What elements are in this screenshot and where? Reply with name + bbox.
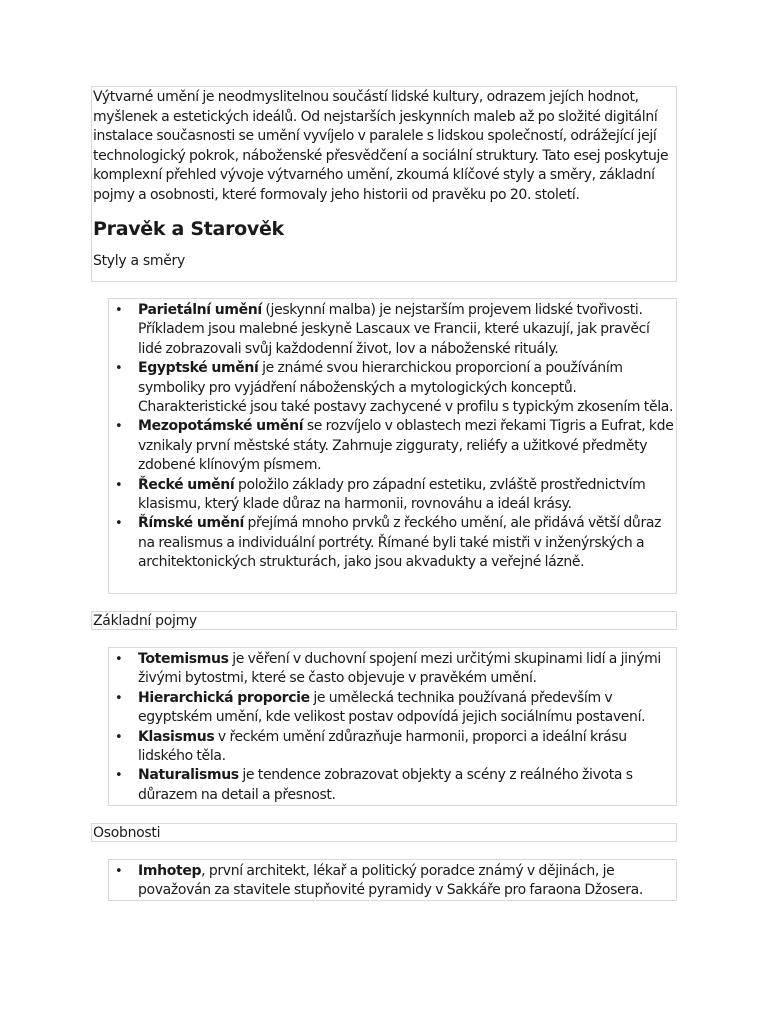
list-item — [109, 476, 676, 515]
list-item-term: Totemismus — [138, 651, 229, 667]
bullet-icon: • — [115, 768, 123, 784]
bullet-icon: • — [115, 303, 123, 318]
list-item-text: se rozvíjelo v oblastech mezi řekami Tigris a Eufrat, kde vznikaly první městské státy. Zahrnuje zigguraty, reliéfy a užitkové předměty zdobené klínovým písmem. — [138, 418, 674, 474]
list-item-text: je umělecká technika používaná především v egyptském umění, kde velikost postav odpovídá jejich sociálnímu postavení. — [138, 689, 646, 726]
section-title: Pravěk a Starověk — [93, 217, 284, 240]
bullet-icon: • — [115, 729, 123, 745]
bullet-icon: • — [115, 690, 123, 706]
styles-list — [109, 301, 676, 573]
list-item — [109, 359, 676, 417]
list-item-text: přejímá mnoho prvků z řeckého umění, ale přidává větší důraz na realismus a individuální portréty. Římané byli také mistři v inženýrských a architektonických strukturách, jako jsou akvadukty a veřejné lázně. — [138, 515, 662, 571]
bullet-icon: • — [115, 652, 123, 667]
bullet-icon: • — [115, 361, 123, 377]
list-item — [109, 862, 676, 901]
concepts-list-box — [108, 647, 677, 806]
list-item-term: Egyptské umění — [138, 360, 259, 377]
concepts-heading: Základní pojmy — [91, 611, 677, 630]
list-item — [109, 514, 676, 572]
list-item-text: v řeckém umění zdůrazňuje harmonii, proporci a ideální krásu lidského těla. — [138, 728, 627, 765]
styles-list-box — [108, 298, 677, 594]
list-item — [109, 689, 676, 728]
list-item-term: Hierarchická proporcie — [138, 689, 310, 706]
list-item-term: Římské umění — [138, 515, 244, 532]
list-item-text: , první architekt, lékař a politický poradce známý v dějinách, je považován za stavitele stupňovité pyramidy v Sakkáře pro faraona Džosera. — [138, 863, 644, 899]
list-item — [109, 650, 676, 689]
list-item-term: Řecké umění — [138, 476, 235, 493]
intro-section — [91, 86, 677, 282]
styles-heading: Styly a směry — [93, 252, 186, 269]
concepts-list — [109, 650, 676, 805]
list-item-text: je věření v duchovní spojení mezi určitými skupinami lidí a jinými živými bytostmi, které se často objevuje v pravěkém umění. — [138, 651, 661, 687]
list-item-text: položilo základy pro západní estetiku, zvláště prostřednictvím klasismu, který klade důraz na harmonii, rovnováhu a ideál krásy. — [138, 476, 646, 513]
list-item-text: je známé svou hierarchickou proporcioní a používáním symboliky pro vyjádření náboženských a mytologických konceptů. Charakteristické jsou také postavy zachycené v profilu s typickým zkosením těla. — [138, 360, 674, 416]
intro-paragraph: Výtvarné umění je neodmyslitelnou součástí lidské kultury, odrazem jejích hodnot, myšlenek a estetických ideálů. Od nejstarších jeskynních maleb až po složité digitální instalace současnosti se umění vyvíjelo v paralele s lidskou společností, odrážející její technologický pokrok, náboženské přesvědčení a sociální struktury. Tato esej poskytuje komplexní přehled vývoje výtvarného umění, zkoumá klíčové styly a směry, základní pojmy a osobnosti, které formovaly jeho historii od pravěku po 20. století. — [93, 89, 669, 203]
figures-list-box — [108, 859, 677, 901]
list-item-term: Naturalismus — [138, 767, 239, 784]
list-item-term: Klasismus — [138, 728, 215, 745]
list-item — [109, 728, 676, 767]
bullet-icon: • — [115, 516, 123, 532]
bullet-icon: • — [115, 864, 123, 879]
list-item-term: Parietální umění — [138, 302, 262, 318]
bullet-icon: • — [115, 477, 123, 493]
figures-heading: Osobnosti — [91, 823, 677, 842]
bullet-icon: • — [115, 419, 123, 435]
list-item-text: (jeskynní malba) je nejstarším projevem lidské tvořivosti. Příkladem jsou malebné jeskyně Lascaux ve Francii, které ukazují, jak pravěcí lidé zobrazovali svůj každodenní život, lov a náboženské rituály. — [138, 302, 650, 357]
list-item — [109, 301, 676, 359]
list-item-text: je tendence zobrazovat objekty a scény z reálného života s důrazem na detail a přesnost. — [138, 767, 633, 803]
list-item-term: Imhotep — [138, 863, 202, 879]
figures-list — [109, 862, 676, 901]
list-item — [109, 417, 676, 475]
list-item-term: Mezopotámské umění — [138, 418, 304, 435]
list-item — [109, 766, 676, 805]
